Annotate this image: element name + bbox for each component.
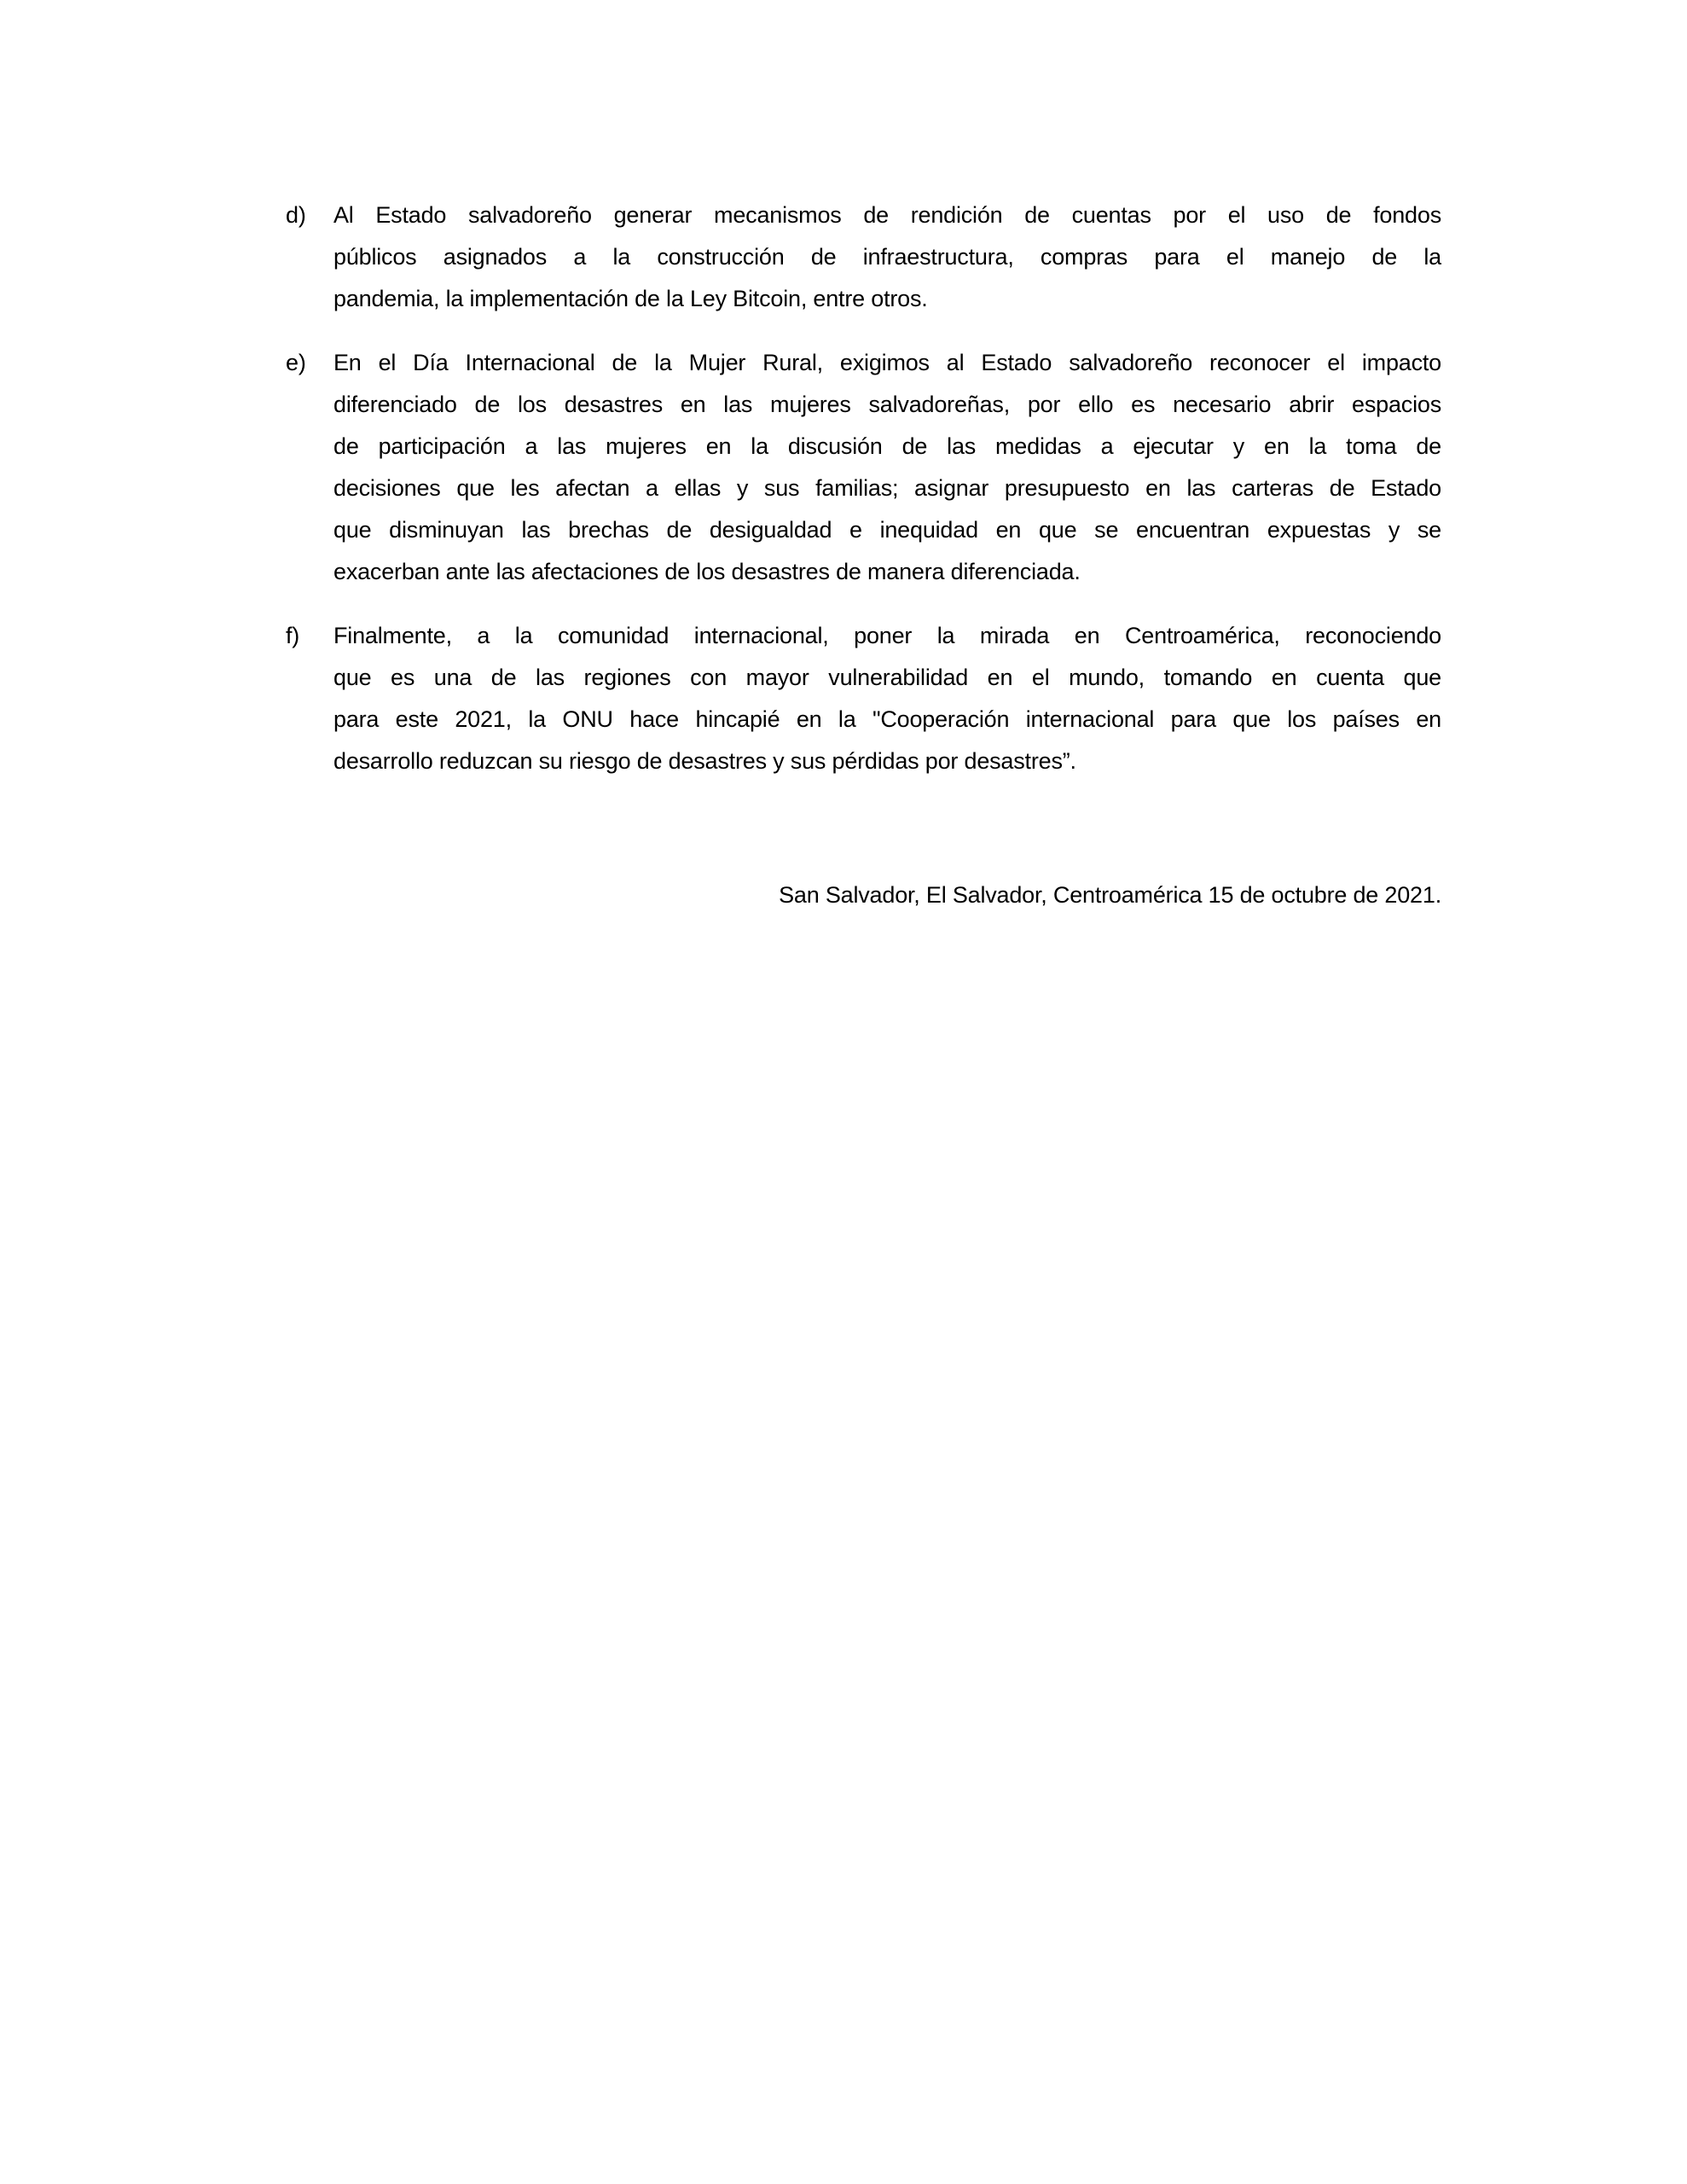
text-line: Al Estado salvadoreño generar mecanismos de rendición de cuentas por el uso de fondos [333, 202, 1441, 228]
list-item-e-body [333, 342, 1441, 593]
text-line: que es una de las regiones con mayor vulnerabilidad en el mundo, tomando en cuenta que [333, 665, 1441, 690]
list-item-f-body [333, 615, 1441, 782]
text-line: para este 2021, la ONU hace hincapié en la "Cooperación internacional para que los países en [333, 706, 1441, 732]
text-line: decisiones que les afectan a ellas y sus familias; asignar presupuesto en las carteras de Estado [333, 475, 1441, 501]
text-line: que disminuyan las brechas de desigualdad e inequidad en que se encuentran expuestas y se [333, 517, 1441, 543]
text-line: pandemia, la implementación de la Ley Bitcoin, entre otros. [333, 286, 928, 311]
list-item-e-label: e) [286, 350, 306, 375]
text-line: diferenciado de los desastres en las mujeres salvadoreñas, por ello es necesario abrir espacios [333, 392, 1441, 417]
closing-dateline: San Salvador, El Salvador, Centroamérica 15 de octubre de 2021. [779, 882, 1441, 908]
text-line: exacerban ante las afectaciones de los desastres de manera diferenciada. [333, 559, 1081, 584]
document-content [286, 195, 1441, 916]
list-item-f-label: f) [286, 623, 300, 648]
list-item-d-label: d) [286, 202, 306, 228]
list-item-d-body [333, 195, 1441, 320]
text-line: Finalmente, a la comunidad internacional, poner la mirada en Centroamérica, reconociendo [333, 623, 1441, 648]
text-line: públicos asignados a la construcción de infraestructura, compras para el manejo de la [333, 244, 1441, 270]
list-item-d [286, 195, 1441, 320]
list-item-e [286, 342, 1441, 593]
text-line: de participación a las mujeres en la discusión de las medidas a ejecutar y en la toma de [333, 433, 1441, 459]
text-line: desarrollo reduzcan su riesgo de desastres y sus pérdidas por desastres”. [333, 748, 1076, 774]
text-line: En el Día Internacional de la Mujer Rural, exigimos al Estado salvadoreño reconocer el impacto [333, 350, 1441, 375]
list-item-f [286, 615, 1441, 782]
